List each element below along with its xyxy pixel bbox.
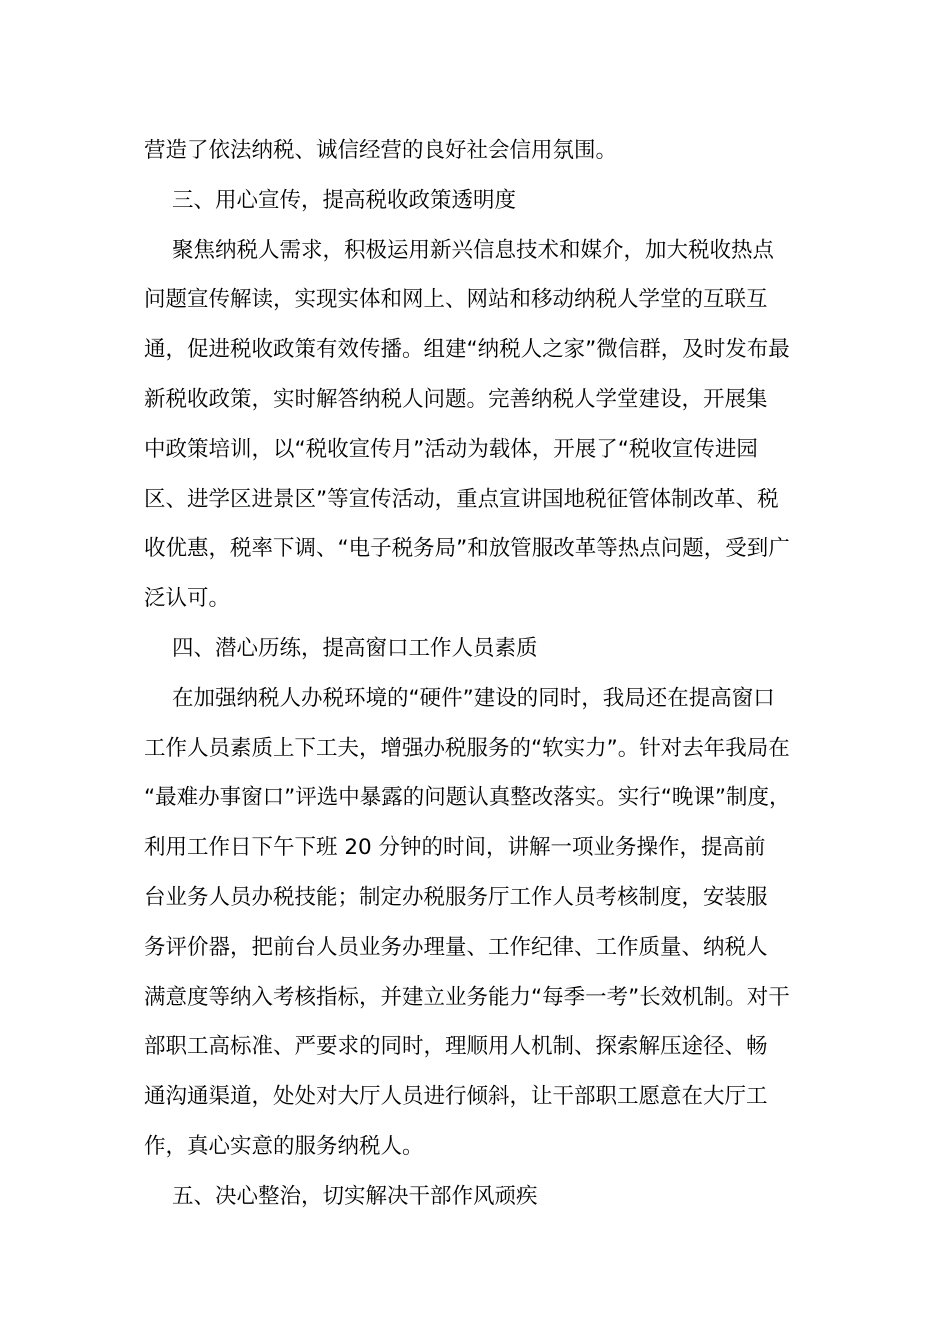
text-line: 中政策培训，以“税收宣传月”活动为载体，开展了“税收宣传进园 <box>144 436 758 462</box>
text-line: 问题宣传解读，实现实体和网上、网站和移动纳税人学堂的互联互 <box>144 287 768 313</box>
text-line: 聚焦纳税人需求，积极运用新兴信息技术和媒介，加大税收热点 <box>172 237 775 263</box>
document-body <box>144 126 808 1222</box>
text-line: 泛认可。 <box>144 586 231 612</box>
text-line: 营造了依法纳税、诚信经营的良好社会信用氛围。 <box>144 138 618 163</box>
text-line: 新税收政策，实时解答纳税人问题。完善纳税人学堂建设，开展集 <box>144 386 768 412</box>
section-heading-3: 三、用心宣传，提高税收政策透明度 <box>172 187 517 213</box>
text-line: 务评价器，把前台人员业务办理量、工作纪律、工作质量、纳税人 <box>144 934 768 960</box>
text-line: 部职工高标准、严要求的同时，理顺用人机制、探索解压途径、畅 <box>144 1034 768 1060</box>
text-line: 通，促进税收政策有效传播。组建“纳税人之家”微信群，及时发布最 <box>144 337 790 363</box>
text-line: 工作人员素质上下工夫，增强办税服务的“软实力”。针对去年我局在 <box>144 735 790 761</box>
text-line: 收优惠，税率下调、“电子税务局”和放管服改革等热点问题，受到广 <box>144 536 790 562</box>
text-line: 台业务人员办税技能；制定办税服务厅工作人员考核制度，安装服 <box>144 884 768 910</box>
text-line: 作，真心实意的服务纳税人。 <box>144 1133 424 1159</box>
section-heading-4: 四、潜心历练，提高窗口工作人员素质 <box>172 635 538 661</box>
text-line: 通沟通渠道，处处对大厅人员进行倾斜，让干部职工愿意在大厅工 <box>144 1084 768 1110</box>
text-line: 区、进学区进景区”等宣传活动，重点宣讲国地税征管体制改革、税 <box>144 486 779 512</box>
text-line: “最难办事窗口”评选中暴露的问题认真整改落实。实行“晚课”制度， <box>144 785 791 811</box>
text-line: 满意度等纳入考核指标，并建立业务能力“每季一考”长效机制。对干 <box>144 984 790 1010</box>
text-line: 在加强纳税人办税环境的“硬件”建设的同时，我局还在提高窗口 <box>172 685 775 711</box>
section-heading-5: 五、决心整治，切实解决干部作风顽疾 <box>172 1183 538 1209</box>
text-line: 利用工作日下午下班 20 分钟的时间，讲解一项业务操作，提高前 <box>144 835 766 861</box>
